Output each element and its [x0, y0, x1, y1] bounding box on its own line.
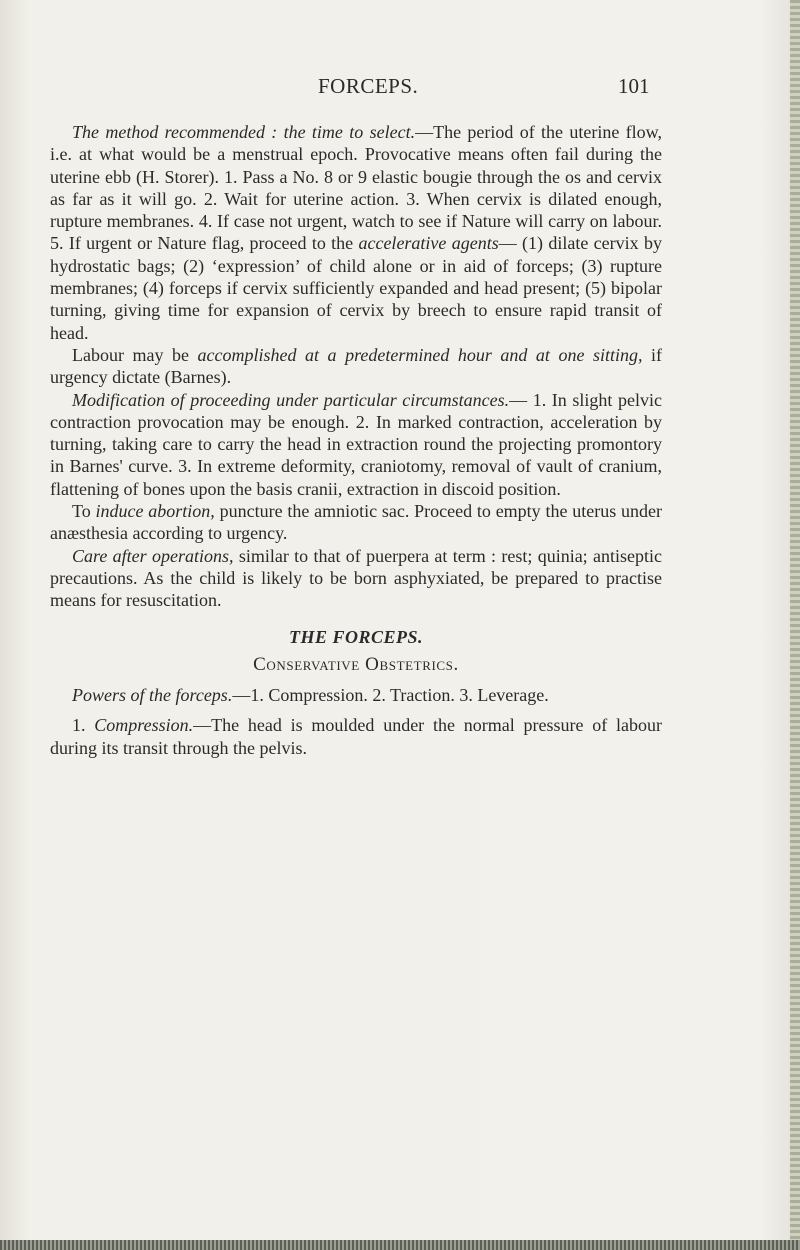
paragraph-care: [50, 545, 662, 612]
section-title: THE FORCEPS.: [288, 626, 424, 647]
paragraph-text: Labour may be: [72, 344, 198, 365]
paragraph-lead: Compression.: [94, 715, 194, 736]
paragraph-text: similar to that of puerpera at term : rest; quinia; antiseptic precautions. As the child is likely to be born asphyxiated, be prepared to practise means for resuscitation.: [50, 545, 662, 611]
section-subtitle: Conservative Obstetrics.: [253, 653, 459, 675]
paragraph-method: [50, 121, 662, 344]
paragraph-emphasis: accelerative agents: [358, 233, 499, 254]
page-edge-right: [790, 0, 800, 1250]
paragraph-text: —The head is moulded under the normal pressure of labour during its transit through the pelvis.: [50, 715, 663, 758]
paragraph-text: —1. Compression. 2. Traction. 3. Leverage.: [232, 685, 549, 706]
paragraph-number: 1.: [72, 715, 95, 736]
paragraph-text: To: [72, 501, 96, 522]
paragraph-lead: Powers of the forceps.: [72, 685, 233, 706]
paragraph-text: if urgency dictate (Barnes).: [50, 344, 663, 388]
paragraph-lead: Care after operations,: [72, 545, 234, 566]
paragraph-lead: Modification of proceeding under particular circumstances.: [72, 389, 510, 410]
running-title: FORCEPS.: [318, 74, 419, 98]
page-header: [0, 74, 800, 104]
paragraph-text: —The period of the uterine flow, i.e. at what would be a menstrual epoch. Provocative means often fail during the uterine ebb (H. Storer). 1. Pass a No. 8 or 9 elastic bougie through the os and cervix as far as it will go. 2. Wait for uterine action. 3. When cervix is dilated enough, rupture membranes. 4. If case not urgent, watch to see if Nature will carry on labour. 5. If urgent or Nature flag, proceed to the: [50, 122, 662, 254]
paragraph-modification: [50, 389, 662, 500]
page-body: [50, 121, 662, 759]
paragraph-text: — (1) dilate cervix by hydrostatic bags; (2) ‘expression’ of child alone or in aid of forceps; (3) rupture membranes; (4) forceps if cervix sufficiently expanded and head present; (5) bipolar turning, giving time for expansion of cervix by breech to ensure rapid transit of head.: [50, 233, 662, 343]
paragraph-labour: [50, 344, 662, 389]
paragraph-text: — 1. In slight pelvic contraction provocation may be enough. 2. In marked contraction, acceleration by turning, taking care to carry the head in extraction round the projecting promontory in Barnes' curve. 3. In extreme deformity, craniotomy, removal of vault of cranium, flattening of bones upon the basis cranii, extraction in discoid position.: [50, 389, 662, 499]
paragraph-emphasis: accomplished at a predetermined hour and at one sitting,: [197, 344, 643, 365]
paragraph-text: puncture the amniotic sac. Proceed to empty the uterus under anæsthesia according to urgency.: [50, 501, 662, 544]
page-number: 101: [618, 74, 650, 98]
paragraph-abortion: [50, 500, 662, 545]
paragraph-emphasis: induce abortion,: [95, 501, 215, 522]
page-edge-bottom: [0, 1240, 800, 1250]
paragraph-powers: [50, 684, 662, 706]
paragraph-lead: The method recommended : the time to select.: [72, 122, 416, 142]
paragraph-compression: [50, 714, 662, 759]
